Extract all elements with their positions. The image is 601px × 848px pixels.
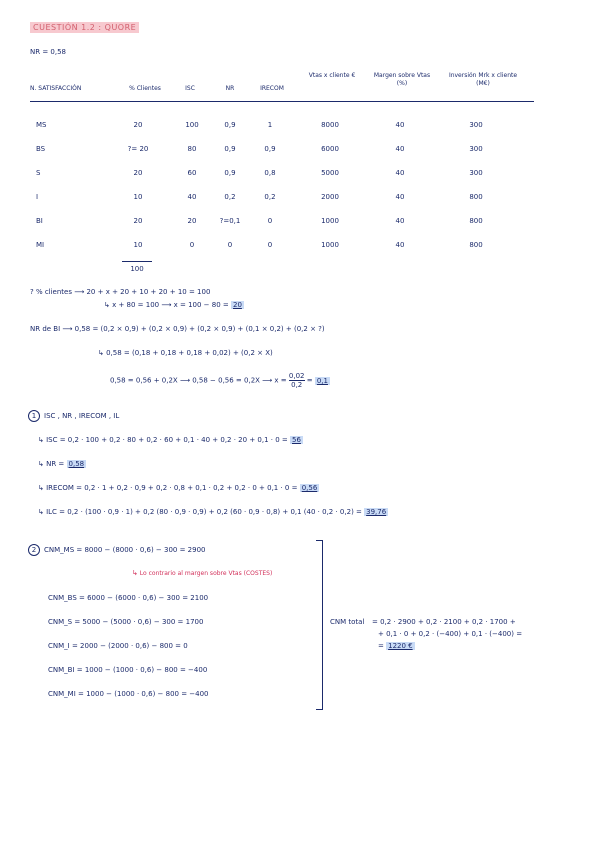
clientes-line-1: ? % clientes ⟶ 20 + x + 20 + 10 + 20 + 10 = 100 [30, 288, 211, 296]
isc-line: ↳ ISC = 0,2 · 100 + 0,2 · 80 + 0,2 · 60 + 0,1 · 40 + 0,2 · 20 + 0,1 · 0 = 56 [38, 436, 301, 444]
col-header-margen: Margen sobre Vtas (%) [373, 72, 431, 87]
table-cell: MS [36, 121, 47, 129]
col-header-clientes: % Clientes [129, 85, 161, 92]
table-cell: 40 [395, 217, 405, 225]
table-cell: S [36, 169, 41, 177]
right-bracket [316, 540, 323, 710]
table-cell: 40 [395, 121, 405, 129]
nr-bi-answer: 0,1 [316, 376, 328, 385]
table-cell: 40 [395, 193, 405, 201]
clientes-answer: 20 [232, 301, 242, 309]
section-1-number: 1 [28, 410, 40, 422]
table-cell: 800 [469, 217, 483, 225]
nr-bi-line-3: 0,58 = 0,56 + 0,2X ⟶ 0,58 − 0,56 = 0,2X ⟶ x = $\frac{0,02}{0,2}$ = 0,1 [110, 372, 328, 389]
cnm-s-line: CNM_S = 5000 − (5000 · 0,6) − 300 = 1700 [48, 618, 204, 626]
cnm-total-line-2: + 0,1 · 0 + 0,2 · (−400) + 0,1 · (−400) = [378, 630, 523, 638]
ilc-answer: 39,76 [366, 508, 387, 516]
table-cell: 300 [469, 169, 483, 177]
table-cell: BI [36, 217, 43, 225]
table-cell: 20 [133, 169, 143, 177]
table-cell: 40 [395, 169, 405, 177]
table-cell: 1 [267, 121, 273, 129]
irecom-answer: 0,56 [301, 484, 318, 492]
table-cell: 0 [227, 241, 233, 249]
cnm-total-line-3: = 1220 € [378, 642, 413, 650]
table-cell: 80 [187, 145, 197, 153]
nr-bi-fraction: $\frac{0,02}{0,2}$ [288, 372, 305, 389]
table-cell: 10 [133, 241, 143, 249]
table-cell: 2000 [321, 193, 339, 201]
cnm-total-label: CNM total [330, 618, 365, 626]
table-cell: BS [36, 145, 46, 153]
table-cell: 60 [187, 169, 197, 177]
costes-note: ↳ Lo contrario al margen sobre Vtas (COSTES) [132, 569, 273, 577]
table-cell: 6000 [321, 145, 339, 153]
irecom-line: ↳ IRECOM = 0,2 · 1 + 0,2 · 0,9 + 0,2 · 0,8 + 0,1 · 0,2 + 0,2 · 0 + 0,1 · 0 = 0,56 [38, 484, 318, 492]
page-title: CUESTIÓN 1.2 : QUORE [30, 22, 139, 33]
table-cell: 300 [469, 145, 483, 153]
table-cell: 800 [469, 193, 483, 201]
nr-bi-line-1: NR de BI ⟶ 0,58 = (0,2 × 0,9) + (0,2 × 0,9) + (0,2 × 0,9) + (0,1 × 0,2) + (0,2 × ?) [30, 325, 325, 333]
table-cell: 8000 [321, 121, 339, 129]
table-cell: 0,9 [224, 121, 236, 129]
table-cell: 0 [267, 217, 273, 225]
table-cell: 0,9 [224, 169, 236, 177]
table-cell: 0,2 [264, 193, 276, 201]
table-cell: 0,8 [264, 169, 276, 177]
table-cell: 20 [133, 217, 143, 225]
isc-answer: 56 [292, 436, 301, 444]
table-cell: 100 [185, 121, 199, 129]
col-header-isc: ISC [185, 85, 195, 92]
total-rule [122, 261, 152, 262]
table-cell: 20 [187, 217, 197, 225]
col-header-inversion: Inversión Mrk x cliente (M€) [448, 72, 518, 87]
clientes-line-2: ↳ x + 80 = 100 ⟶ x = 100 − 80 = 20 [104, 301, 242, 309]
table-cell: 1000 [321, 241, 339, 249]
section-1-heading: 1 ISC , NR , IRECOM , IL [28, 410, 119, 422]
table-cell: 40 [395, 145, 405, 153]
cnm-mi-line: CNM_MI = 1000 − (1000 · 0,6) − 800 = −400 [48, 690, 209, 698]
col-header-satisfaccion: N. SATISFACCIÓN [30, 85, 82, 92]
cnm-total-line-1: = 0,2 · 2900 + 0,2 · 2100 + 0,2 · 1700 + [372, 618, 516, 626]
nr-answer: 0,58 [68, 460, 85, 468]
col-header-nr: NR [225, 85, 235, 92]
cnm-ms-line: 2 CNM_MS = 8000 − (8000 · 0,6) − 300 = 2900 [28, 544, 205, 556]
table-cell: MI [36, 241, 45, 249]
clientes-total: 100 [130, 265, 144, 273]
col-header-irecom: IRECOM [260, 85, 284, 92]
table-cell: 0,2 [224, 193, 236, 201]
nr-bi-line-2: ↳ 0,58 = (0,18 + 0,18 + 0,18 + 0,02) + (0,2 × X) [98, 349, 273, 357]
table-cell: ?= 20 [127, 145, 149, 153]
table-cell: 300 [469, 121, 483, 129]
table-cell: 0,9 [224, 145, 236, 153]
table-cell: 20 [133, 121, 143, 129]
table-cell: 5000 [321, 169, 339, 177]
table-cell: 0 [267, 241, 273, 249]
table-cell: 800 [469, 241, 483, 249]
cnm-total-answer: 1220 € [388, 642, 413, 650]
section-2-number: 2 [28, 544, 40, 556]
cnm-bi-line: CNM_BI = 1000 − (1000 · 0,6) − 800 = −400 [48, 666, 208, 674]
table-cell: 10 [133, 193, 143, 201]
table-cell: 0,9 [264, 145, 276, 153]
ilc-line: ↳ ILC = 0,2 · (100 · 0,9 · 1) + 0,2 (80 · 0,9 · 0,9) + 0,2 (60 · 0,9 · 0,8) + 0,1 (40 · 0,2 · 0,2) = 39,76 [38, 508, 387, 516]
table-cell: 40 [395, 241, 405, 249]
table-cell: 0 [189, 241, 195, 249]
table-cell: 1000 [321, 217, 339, 225]
cnm-bs-line: CNM_BS = 6000 − (6000 · 0,6) − 300 = 2100 [48, 594, 209, 602]
table-cell: 40 [187, 193, 197, 201]
header-rule [30, 101, 534, 102]
nr-line: ↳ NR = 0,58 [38, 460, 85, 468]
table-cell: I [36, 193, 39, 201]
col-header-vtas: Vtas x cliente € [308, 72, 356, 79]
table-cell: ?=0,1 [219, 217, 241, 225]
cnm-i-line: CNM_I = 2000 − (2000 · 0,6) − 800 = 0 [48, 642, 188, 650]
nr-given: NR = 0,58 [30, 48, 67, 56]
